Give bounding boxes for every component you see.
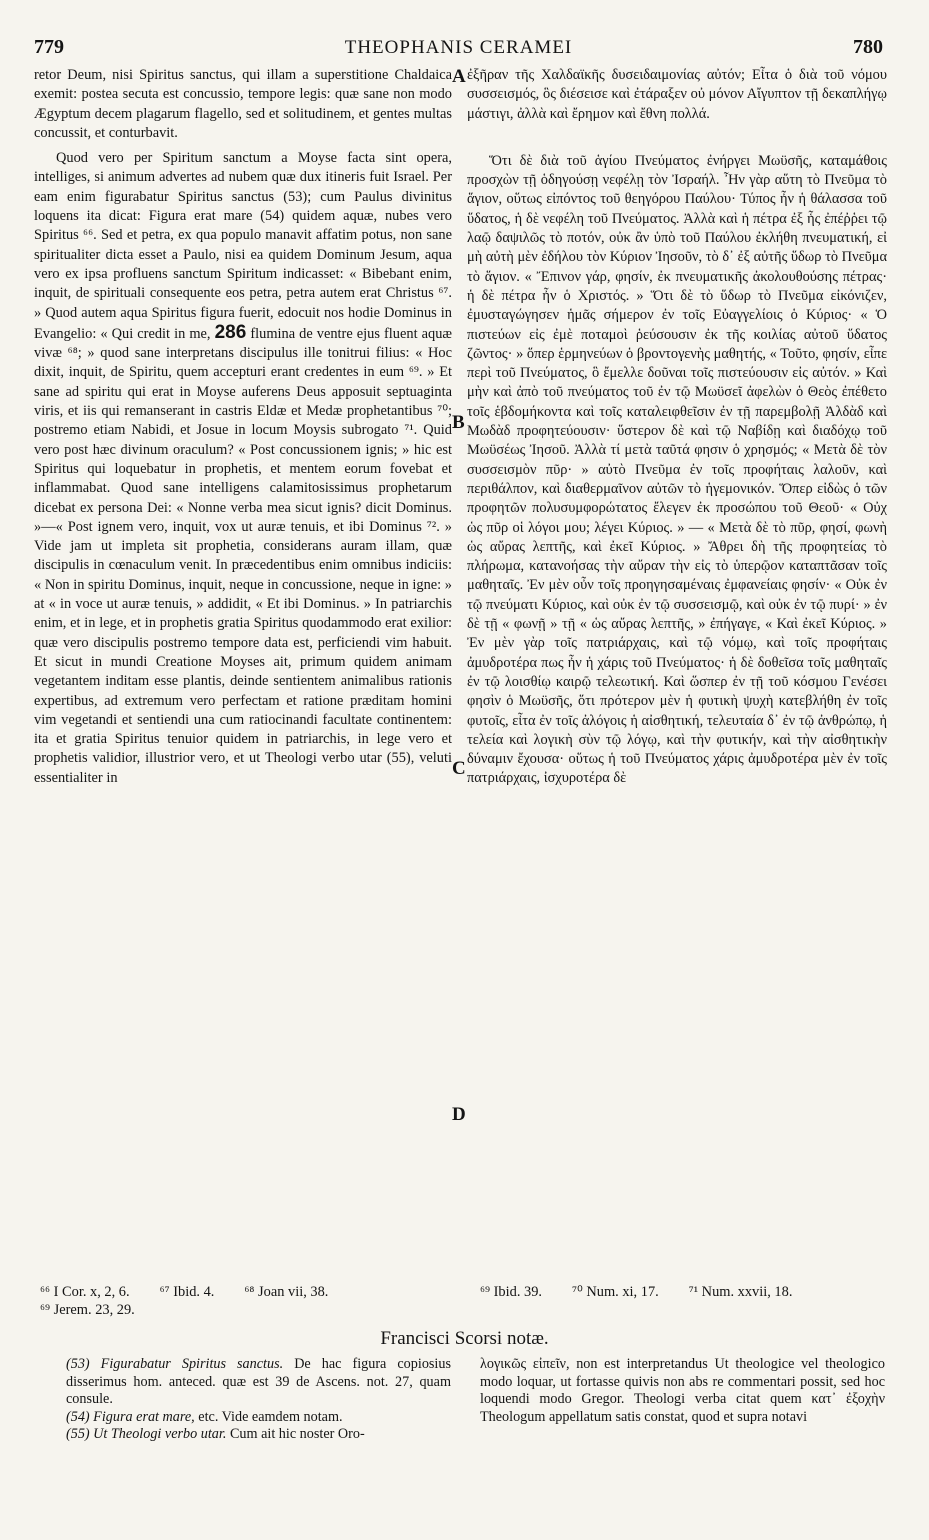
latin-text: flumina de ventre ejus fluent aquæ vivæ ⁶⁸; » quod sane interpretans discipulus ille tonitrui filius: « Hoc dixit, inquit, de Spiritu, quem accepturi erant credentes in eum ⁶⁹. » Et sane ad spiritu qui erat in Moyse auferens Deus apposuit septuaginta viris, et iis qui remanserant in castris Eldæ et Medæ prophetantibus ⁷⁰; postremo etiam Nabidi, et Josue in locum Moysis subrogato ⁷¹. Quid vero post hæc divinum oraculum? « Post concussionem ignis; » hic est Spiritus qui loquebatur in prophetis, et mentem eorum fovebat et inflammabat. Quod sane intelligens calamitosissimus prophetarum dicebat ex persona Dei: « Nonne verba mea sicut ignis? dicit Dominus. »—« Post ignem vero, inquit, vox ut auræ tenuis, et ibi Dominus ⁷². » Vide jam ut impleta sit prophetia, considerans auram illam, quæ discipulis in cœnaculum venit. In præcedentibus enim omnibus indiciis: « Non in spiritu Dominus, inquit, neque in concussione, neque in igne: » at « in voce ut auræ tenuis, » addidit, « Et ibi Dominus. » In patriarchis enim, et in lege, et in prophetis gratia Spiritus quodammodo erat exilior: quæ vero discipulis postremo tempore data est, perficiendi vim habuit. Et sicut in mundi Creatione Moyses ait, primum quidem animam vegetantem inditam esse plantis, deinde sentientem animalibus rationis expertibus, ad extremum vero perfectam et ratione præditam homini vim vegetandi et sentiendi una cum ratiocinandi facultate continentem: ita et gratia Spiritus tenuior quidem in patriarchis, in lege vero et prophetis validior, illustrior vero, et ut Theologi verbo utar (55), veluti essentialiter in <box>34 325 452 786</box>
note-continuation: λογικῶς εἰπεῖν, non est interpretandus Ut theologice vel theologico modo loquar, ut fortasse quivis non abs re commentari possit, sed hoc loquendi modo Gregor. Theologi verba citat quem κατ᾽ ἐξοχὴν Theologum appellatum satis constat, quod et supra notavi <box>480 1356 885 1425</box>
column-number: 286 <box>214 321 247 343</box>
running-title: THEOPHANIS CERAMEI <box>344 37 573 58</box>
left-page-number: 779 <box>34 36 64 58</box>
footnote: ⁶⁶ I Cor. x, 2, 6. <box>40 1284 130 1300</box>
margin-marker-c: C <box>452 758 466 779</box>
note-lead: (55) Ut Theologi verbo utar. <box>66 1426 227 1443</box>
latin-column <box>34 66 452 788</box>
footnote: ⁷⁰ Num. xi, 17. <box>572 1284 659 1300</box>
note-53 <box>66 1356 451 1409</box>
greek-column <box>467 66 887 789</box>
note-55 <box>66 1426 451 1444</box>
right-page-number: 780 <box>853 36 883 58</box>
margin-marker-a: A <box>452 66 466 87</box>
footnote: ⁷¹ Num. xxvii, 18. <box>688 1284 793 1300</box>
note-text: etc. Vide eamdem notam. <box>198 1408 343 1425</box>
footnotes-right <box>480 1283 890 1301</box>
latin-text: Quod vero per Spiritum sanctum a Moyse facta sint opera, intelliges, si animum advertes ad nubem quæ dux itineris fuit Israel. Per eam enim figurabatur Spiritus sanctus (53); cum Paulus divinitus loquens ita dicat: Figura erat mare (54) quidem aquæ, nubes vero Spiritus ⁶⁶. Sed et petra, ex qua populo manavit affatim potus, non sane spiritualiter dicta esset a Paulo, nisi ea quidem Dominum Jesum, aqua vero ex ipsa profluens sanctum Spiritum indicasset: « Bibebant enim, inquit, de spirituali consequente eos petra, petra autem erat Christus ⁶⁷. » Quod autem aqua Spiritus figura fuerit, edocuit nos hodie Dominus in Evangelio: « Qui credit in me, <box>34 150 452 342</box>
note-text: Cum ait hic noster Oro- <box>229 1426 365 1443</box>
footnotes-left <box>40 1283 450 1319</box>
note-54 <box>66 1409 451 1427</box>
running-head <box>34 36 883 60</box>
footnote: ⁶⁸ Joan vii, 38. <box>244 1284 329 1300</box>
latin-paragraph: retor Deum, nisi Spiritus sanctus, qui illam a superstitione Chaldaica exemit: postea secuta est concussio, tempore legis: quæ sane non modo Ægyptum decem plagarum flagello, sed et solitudinem, et gentes multas concussit, et conturbavit. <box>34 67 452 141</box>
margin-marker-d: D <box>452 1104 466 1125</box>
note-text: De hac figura copiosius disserimus hom. anteced. quæ est 39 de Ascens. not. 27, quam consule. <box>66 1356 451 1408</box>
greek-paragraph: Ὅτι δὲ διὰ τοῦ ἁγίου Πνεύματος ἐνήργει Μωϋσῆς, καταμάθοις προσχὼν τῇ ὁδηγούσῃ νεφέλῃ τὸν Ἰσραήλ. Ἦν γὰρ αὕτη τὸ Πνεῦμα τὸ ἅγιον, οὕτως εἰπόντος τοῦ θεηγόρου Παύλου· Τύπος ἦν ἡ θάλασσα τοῦ ὕδατος, ἡ δὲ νεφέλη τοῦ Πνεύματος. Ἀλλὰ καὶ ἡ πέτρα ἐξ ἧς ἐπέῤῥει τῷ λαῷ δαψιλῶς τὸ ποτόν, οὐκ ἂν ὑπὸ τοῦ Παύλου ἐκλήθη πνευματική, εἰ μὴ αὐτὴ μὲν ἐδήλου τὸν Κύριον Ἰησοῦν, τὸ δ᾽ ἐξ αὐτῆς ὕδωρ τὸ Πνεῦμα τὸ ἅγιον. « Ἔπινον γάρ, φησίν, ἐκ πνευματικῆς ἀκολουθούσης πέτρας· ἡ δὲ πέτρα ἦν ὁ Χριστός. » Ὅτι δὲ τὸ ὕδωρ τὸ Πνεῦμα εἰκόνιζεν, ἐμυσταγώγησεν ἡμᾶς σήμερον ἐν τοῖς Εὐαγγελίοις ὁ Κύριος· « Ὁ πιστεύων εἰς ἐμὲ ποταμοὶ ῥεύσουσιν ἐκ τῆς κοιλίας αὐτοῦ ὕδατος ζῶντος· » ὅπερ ἑρμηνεύων ὁ βροντογενὴς μαθητής, « Τοῦτο, φησίν, εἶπε περὶ τοῦ Πνεύματος, ὃ ἔμελλε δοῦναι τοῖς πιστεύουσιν εἰς αὐτόν. » Καὶ μὴν καὶ ἀπὸ τοῦ πνεύματος τοῦ ἐν τῷ Μωϋσεῖ ἀφελὼν ὁ Θεὸς ἐπέθετο τοῖς ἑβδομήκοντα καὶ τοῖς καταλειφθεῖσιν ἐν τῇ παρεμβολῇ Ἀλδὰδ καὶ Μωδὰδ προφητεύουσιν· ὕστερον δὲ καὶ τῷ Ναβίδῃ καὶ διαδόχῳ τοῦ Μωϋσέως Ἰησοῦ. Ἀλλὰ τί μετὰ ταῦτά φησιν ὁ χρησμός; « Μετὰ δὲ τὸν συσσεισμὸν πῦρ· » αὐτὸ Πνεῦμα ἐν τοῖς προφήταις λαλοῦν, καὶ περιθάλπον, καὶ διαθερμαῖνον αὐτῶν τὸ ἡγεμονικόν. Ὅπερ εἰδὼς ὁ τῶν προφητῶν πολυσυμφορώτατος ἔλεγεν ἐκ προσώπου τοῦ Θεοῦ· « Οὐχ ὡς πῦρ οἱ λόγοι μου; λέγει Κύριος. » — « Μετὰ δὲ τὸ πῦρ, φησί, φωνὴ ὡς αὔρας λεπτῆς, καὶ ἐκεῖ Κύριος. » Ἄθρει δὴ τῆς προφητείας τὸ πλήρωμα, κατανοήσας τὴν αὔραν τὴν εἰς τὸ ὑπερῷον καταπτᾶσαν τοῖς μαθηταῖς. Ἐν μὲν οὖν τοῖς προηγησαμέναις ἐμφανείαις φησίν· « Οὐκ ἐν τῷ πνεύματι Κύριος, καὶ οὐκ ἐν τῷ συσσεισμῷ, καὶ οὐκ ἐν τῷ πυρί· » ἐν δὲ τῇ « φωνῇ » τῇ « ὡς αὔρας λεπτῆς, » ἐπήγαγε, « Καὶ ἐκεῖ Κύριος. » Ἐν μὲν γὰρ τοῖς πατριάρχαις, καὶ τῷ νόμῳ, καὶ τοῖς προφήταις ἀμυδροτέρα πως ἦν ἡ χάρις τοῦ Πνεύματος· ἡ δὲ δοθεῖσα τοῖς μαθηταῖς ἐν τῷ λοισθίῳ καιρῷ τελεωτική. Καὶ ὥσπερ ἐν τῇ τοῦ κόσμου Γενέσει φησὶν ὁ Μωϋσῆς, ὅτι πρότερον μὲν ἡ φυτικὴ ψυχὴ κατεβλήθη ἐν τοῖς φυτοῖς, εἶτα ἐν τοῖς ἀλόγοις ἡ αἰσθητική, τελευταία δ᾽ ἐν τῷ ἀνθρώπῳ, ἡ τελεία καὶ λογικὴ σὺν τῷ λόγῳ, καὶ τὴν φυτικήν, καὶ τὴν αἰσθητικὴν δύναμιν ἔχουσα· οὕτως ἡ τοῦ Πνεύματος χάρις ἀμυδροτέρα μὲν ἐν τοῖς πατριάρχαις, ἰσχυροτέρα δὲ <box>467 152 887 787</box>
footnote: ⁶⁷ Ibid. 4. <box>159 1284 215 1300</box>
note-lead: (54) Figura erat mare, <box>66 1408 195 1425</box>
notes-right-column <box>480 1356 885 1426</box>
greek-paragraph: ἐξῆραν τῆς Χαλδαϊκῆς δυσειδαιμονίας αὐτόν; Εἶτα ὁ διὰ τοῦ νόμου συσσεισμός, ὃς διέσεισε καὶ ἐτάραξεν οὐ μόνον Αἴγυπτον τῇ δεκαπλήγῳ μάστιγι, ἀλλὰ καὶ ἔρημον καὶ ἔθνη πολλά. <box>467 67 887 122</box>
footnote: ⁶⁹ Ibid. 39. <box>480 1284 542 1300</box>
footnote: ⁶⁹ Jerem. 23, 29. <box>40 1302 135 1318</box>
latin-paragraph <box>34 149 452 788</box>
notes-title: Francisci Scorsi notæ. <box>380 1328 549 1349</box>
notes-left-column <box>66 1356 451 1444</box>
margin-marker-b: B <box>452 412 465 433</box>
note-lead: (53) Figurabatur Spiritus sanctus. <box>66 1356 284 1372</box>
